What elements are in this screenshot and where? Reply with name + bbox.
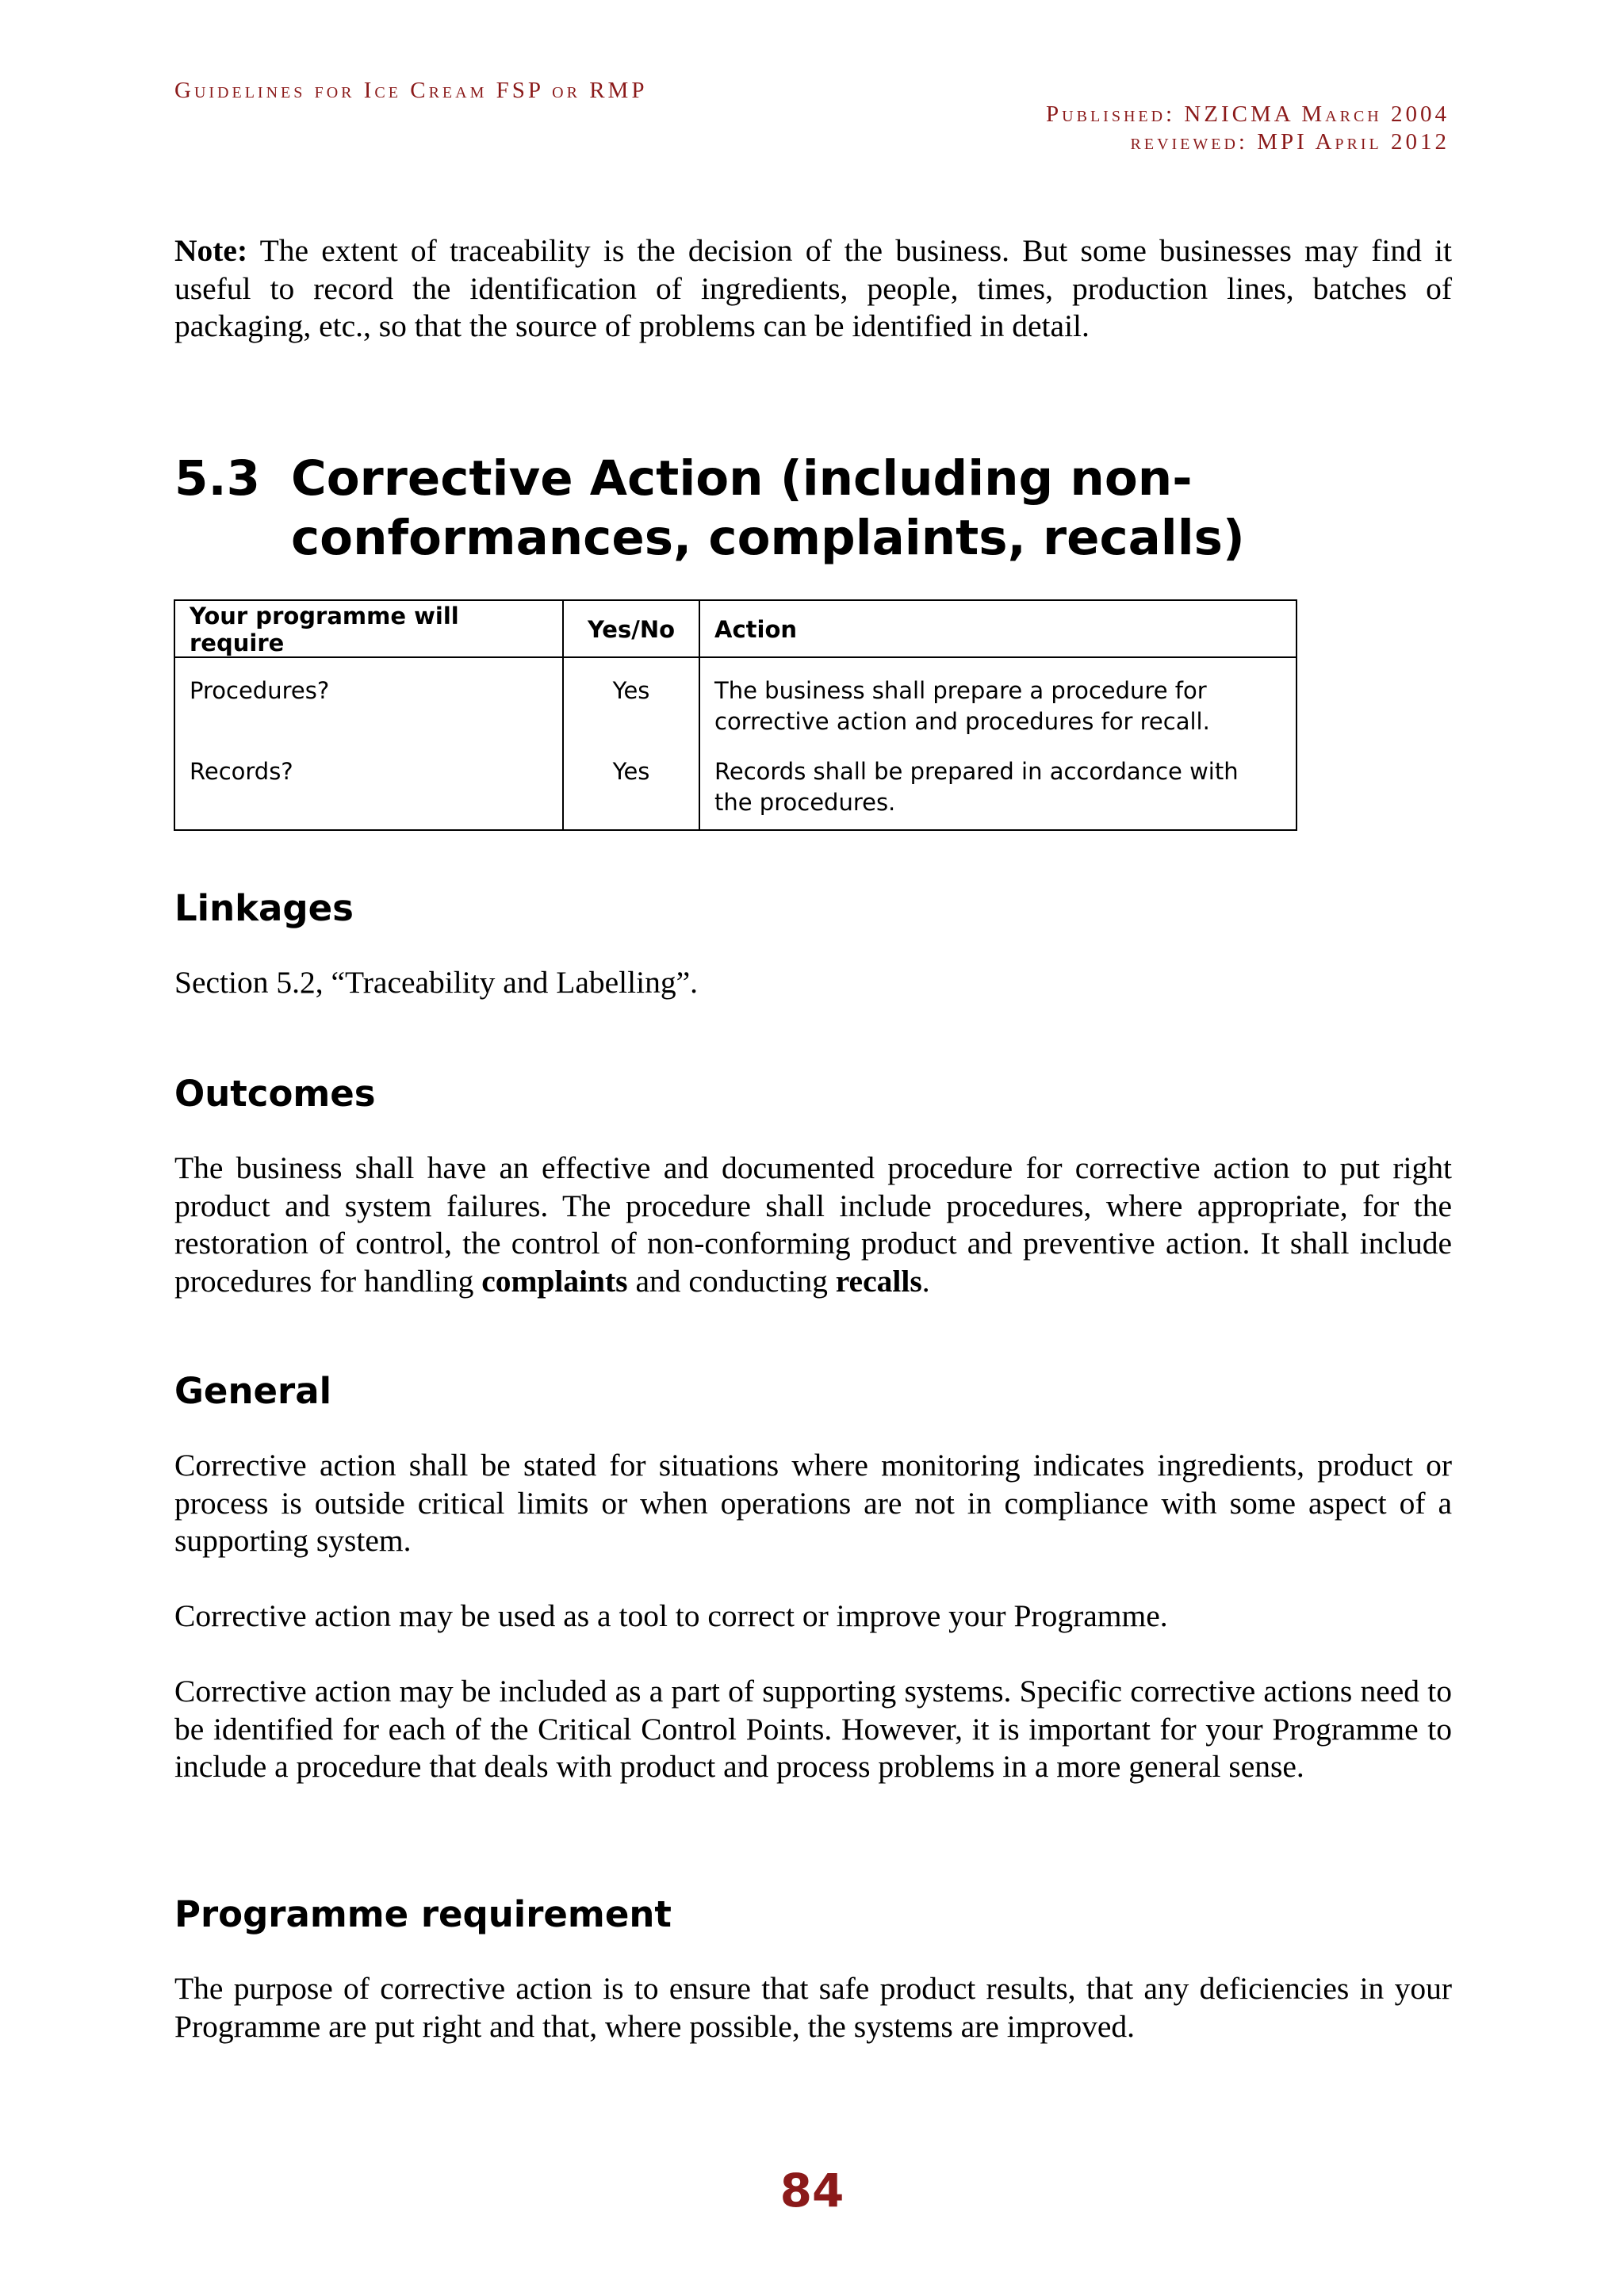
- table-header-yes-no: Yes/No: [563, 600, 699, 657]
- outcomes-heading: Outcomes: [174, 1073, 376, 1115]
- running-header-reviewed: reviewed: MPI April 2012: [1130, 129, 1450, 155]
- general-paragraph-1: Corrective action shall be stated for situations where monitoring indicates ingredients, product or process is outside critical limits or when operations are not in compliance with some aspect of a supporting system.: [174, 1448, 1452, 1558]
- table-header-requirement: Your programme will require: [174, 600, 563, 657]
- table-header-action: Action: [699, 600, 1297, 657]
- general-paragraph-3: Corrective action may be included as a part of supporting systems. Specific corrective actions need to be identified for each of the Critical Control Points. However, it is important for your Programme to include a procedure that deals with product and process problems in a more general sense.: [174, 1674, 1452, 1784]
- section-title-line2: conformances, complaints, recalls): [291, 510, 1245, 566]
- linkages-heading: Linkages: [174, 887, 354, 929]
- table-header-row: [174, 600, 1297, 657]
- linkages-paragraph: Section 5.2, “Traceability and Labelling”.: [174, 965, 698, 1000]
- note-paragraph: [174, 232, 1452, 346]
- outcomes-text: The business shall have an effective and documented procedure for corrective action to put right product and system failures. The procedure shall include procedures, where appropriate, for the restoration of control, the control of non-conforming product and preventive action. It shall include procedures for handling: [174, 1150, 1452, 1299]
- outcomes-complaints: complaints: [481, 1263, 628, 1299]
- table-cell-action: Records shall be prepared in accordance with the procedures.: [699, 756, 1297, 830]
- general-paragraph-2: Corrective action may be used as a tool to correct or improve your Programme.: [174, 1598, 1168, 1633]
- page-number: 84: [779, 2164, 845, 2218]
- table-row: [174, 657, 1297, 756]
- outcomes-text-end: .: [921, 1263, 930, 1299]
- note-text: The extent of traceability is the decision of the business. But some businesses may find it useful to record the identification of ingredients, people, times, production lines, batches of packaging, etc., so that the source of problems can be identified in detail.: [174, 233, 1452, 343]
- outcomes-paragraph: [174, 1150, 1452, 1300]
- section-title: [291, 449, 1243, 568]
- running-header-published: Published: NZICMA March 2004: [1046, 101, 1450, 127]
- table-cell-yes-no: Yes: [563, 657, 699, 756]
- note-label: Note:: [174, 233, 248, 268]
- outcomes-text-middle: and conducting: [627, 1263, 836, 1299]
- general-heading: General: [174, 1370, 331, 1412]
- table-row: [174, 756, 1297, 830]
- running-header-title: Guidelines for Ice Cream FSP or RMP: [174, 78, 648, 103]
- table-cell-yes-no: Yes: [563, 756, 699, 830]
- requirements-table: [174, 599, 1297, 831]
- programme-requirement-heading: Programme requirement: [174, 1893, 672, 1935]
- section-title-line1: Corrective Action (including non-: [291, 450, 1193, 507]
- outcomes-recalls: recalls: [835, 1263, 922, 1299]
- table-cell-action: The business shall prepare a procedure for corrective action and procedures for recall.: [699, 657, 1297, 756]
- programme-requirement-paragraph: The purpose of corrective action is to ensure that safe product results, that any deficiencies in your Programme are put right and that, where possible, the systems are improved.: [174, 1971, 1452, 2044]
- table-cell-requirement: Records?: [174, 756, 563, 830]
- table-cell-requirement: Procedures?: [174, 657, 563, 756]
- section-number: 5.3: [174, 450, 261, 507]
